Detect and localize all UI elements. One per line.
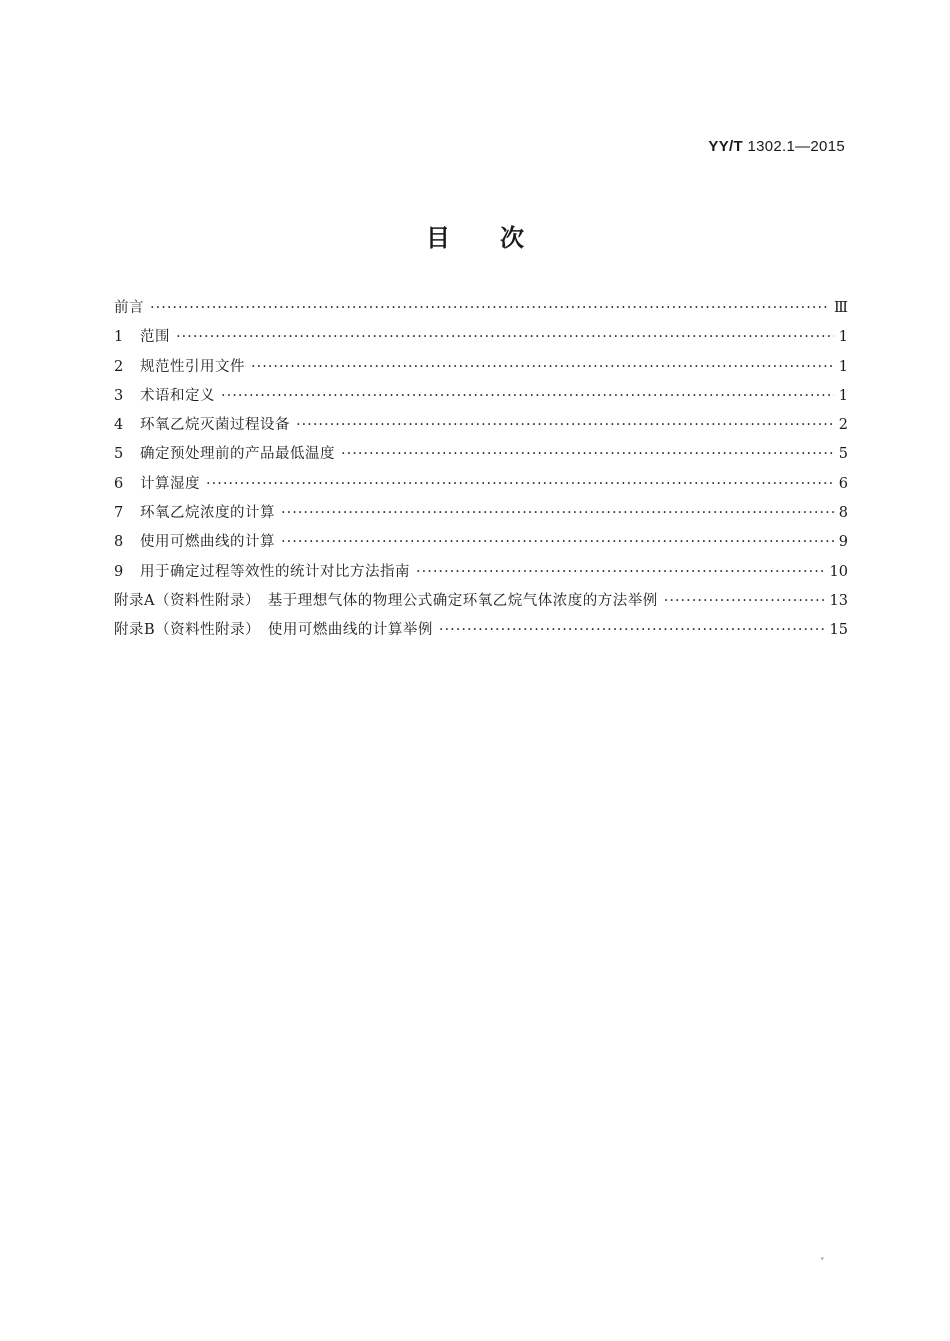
toc-entry-label: 环氧乙烷浓度的计算 (140, 505, 275, 522)
toc-entry-appendix-b[interactable] (114, 618, 848, 647)
toc-entry-page: 1 (838, 358, 848, 375)
toc-entry-1[interactable] (114, 325, 848, 354)
toc-entry-9[interactable] (114, 560, 848, 589)
toc-entry-label: 用于确定过程等效性的统计对比方法指南 (140, 563, 410, 580)
toc-entry-foreword[interactable] (114, 296, 848, 325)
toc-entry-2[interactable] (114, 355, 848, 384)
toc-entry-page: 15 (829, 622, 848, 639)
toc-entry-label: 环氧乙烷灭菌过程设备 (140, 417, 290, 434)
toc-entry-label: 术语和定义 (140, 387, 215, 404)
toc-entry-page: 9 (838, 534, 848, 551)
toc-entry-page: 1 (838, 387, 848, 404)
toc-entry-label: 计算湿度 (140, 475, 200, 492)
standard-code (708, 138, 845, 155)
toc-entry-number: 6 (114, 475, 124, 492)
toc-entry-7[interactable] (114, 501, 848, 530)
toc-entry-number: 9 (114, 563, 124, 580)
toc-leader-dots (150, 300, 830, 316)
toc-entry-page: Ⅲ (834, 300, 848, 316)
toc-leader-dots (176, 329, 834, 345)
toc-leader-dots (281, 534, 834, 550)
toc-entry-label: 规范性引用文件 (140, 358, 245, 375)
toc-entry-number: 3 (114, 387, 124, 404)
toc-entry-page: 5 (838, 446, 848, 463)
standard-number: 1302.1—2015 (747, 138, 845, 155)
toc-title: 目次 (426, 224, 574, 252)
toc-entry-number: 7 (114, 505, 124, 522)
toc-entry-6[interactable] (114, 472, 848, 501)
toc-entry-label: 范围 (140, 329, 170, 346)
toc-entry-page: 10 (829, 563, 848, 580)
toc-leader-dots (251, 359, 834, 375)
toc-entry-page: 1 (838, 329, 848, 346)
table-of-contents (114, 296, 848, 648)
toc-leader-dots (664, 593, 826, 609)
toc-entry-number: 4 (114, 417, 124, 434)
toc-entry-label: 前言 (114, 300, 144, 316)
footer-mark: ˅ (820, 1258, 825, 1268)
toc-entry-5[interactable] (114, 442, 848, 471)
toc-entry-number: 2 (114, 358, 124, 375)
standard-prefix: YY/T (708, 138, 743, 155)
toc-leader-dots (416, 564, 826, 580)
toc-entry-3[interactable] (114, 384, 848, 413)
toc-entry-label: 使用可燃曲线的计算 (140, 534, 275, 551)
toc-leader-dots (281, 505, 834, 521)
toc-entry-label: 附录A（资料性附录） 基于理想气体的物理公式确定环氧乙烷气体浓度的方法举例 (114, 592, 658, 609)
toc-entry-page: 13 (829, 592, 848, 609)
toc-entry-appendix-a[interactable] (114, 589, 848, 618)
toc-leader-dots (439, 622, 826, 638)
toc-leader-dots (221, 388, 834, 404)
toc-entry-number: 1 (114, 329, 124, 346)
toc-entry-page: 8 (838, 505, 848, 522)
toc-entry-label: 附录B（资料性附录） 使用可燃曲线的计算举例 (114, 622, 433, 639)
toc-entry-page: 2 (838, 417, 848, 434)
toc-entry-number: 5 (114, 446, 124, 463)
toc-entry-4[interactable] (114, 413, 848, 442)
toc-leader-dots (296, 417, 834, 433)
toc-entry-page: 6 (838, 475, 848, 492)
toc-leader-dots (341, 446, 834, 462)
toc-leader-dots (206, 476, 834, 492)
toc-entry-label: 确定预处理前的产品最低温度 (140, 446, 335, 463)
toc-entry-number: 8 (114, 534, 124, 551)
toc-entry-8[interactable] (114, 530, 848, 559)
